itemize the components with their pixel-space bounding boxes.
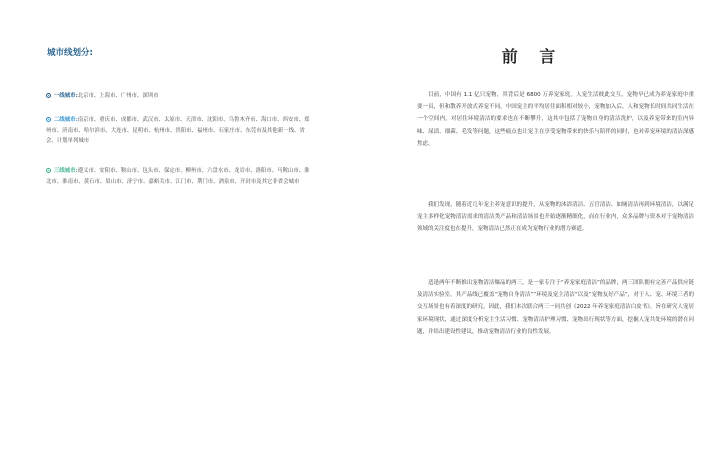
tier-label: 一线城市: bbox=[54, 93, 78, 99]
tier-third-line bbox=[46, 166, 314, 187]
preface-heading: 前 言 bbox=[501, 47, 564, 66]
paragraph: 我们发现，随着近几年宠主养宠意识的提升，从宠物的沐浴清洁、五官清洁、如厕清洁再到环境清洁，以满足宠主多样化宠物清洁需求的清洁类产品和清洁场景也开始逐渐精细化，而在行业内，众多品牌与资本对于宠物清洁领域的关注度也在提升，宠物清洁已然正在成为宠物行业的潜力赛道。 bbox=[417, 202, 694, 233]
tier-cities: 遵义市、安阳市、鞍山市、包头市、保定市、柳州市、六盘水市、龙岩市、洛阳市、马鞍山市、淮北市、淮南市、黄石市、眉山市、济宁市、嘉峪关市、江门市、荆门市、酒泉市、开封市及其它非省会城市 bbox=[46, 168, 310, 185]
right-page bbox=[355, 0, 710, 473]
bullet-dot-icon bbox=[46, 168, 51, 173]
bullet-dot-icon bbox=[46, 117, 51, 122]
tier-second-line bbox=[46, 115, 314, 147]
bullet-dot-icon bbox=[46, 93, 51, 98]
tier-label: 三线城市: bbox=[54, 168, 78, 174]
paragraph: 适逢两年不断推出宠物清洁爆品的两三，是一家专注于“养宠家庭清洁”的品牌，两三团队拥有完善产品供应链及清洁实验室，其产品线已覆盖“宠物自身清洁”“环境及宠主清洁”以及“宠物友好产品”，对于人、宠、环境三者的交互场景也有着深度的研究。因此，我们本次联合两三一同共创《2022 年养宠家庭清洁白皮书》，旨在研究人宠居家环境现状，通过深度分析宠主生活习惯、宠物清洁护理习惯、宠物出行现状等方面，挖掘人宠共处环境的潜在问题，并给出建设性建议，推动宠物清洁行业的良性发展。 bbox=[417, 280, 694, 335]
tier-first-line bbox=[46, 91, 314, 102]
tier-cities: 北京市、上海市、广州市、深圳市 bbox=[77, 93, 159, 99]
paragraph: 目前，中国有 1.1 亿只宠物，其背后是 6800 万养宠家庭。人宠生活彼此交互，宠物早已成为养宠家庭中重要一员，但和散养开放式养宠不同，中国宠主的平均居住面积相对较小，宠物加入后，人和宠物长时间共同生活在一个空间内，对居住环境清洁的要求也在不断攀升，这其中包括了宠物自身的清洁洗护，以及养宠带来的室内异味、尿渍、细菌、毛发等问题，这些痛点也让宠主在享受宠物带来的快乐与陪伴的同时，也对养宠环境的清洁深感焦虑。 bbox=[417, 92, 694, 147]
tier-cities: 南京市、重庆市、成都市、武汉市、太原市、天津市、沈阳市、乌鲁木齐市、海口市、西安市、郑州市、济南市、哈尔滨市、大连市、昆明市、杭州市、贵阳市、福州市、石家庄市、东莞市及其他新一线、省会、计划单列城市 bbox=[46, 117, 310, 144]
section-title: 城市线划分: bbox=[47, 48, 93, 58]
tier-label: 二线城市: bbox=[54, 117, 78, 123]
